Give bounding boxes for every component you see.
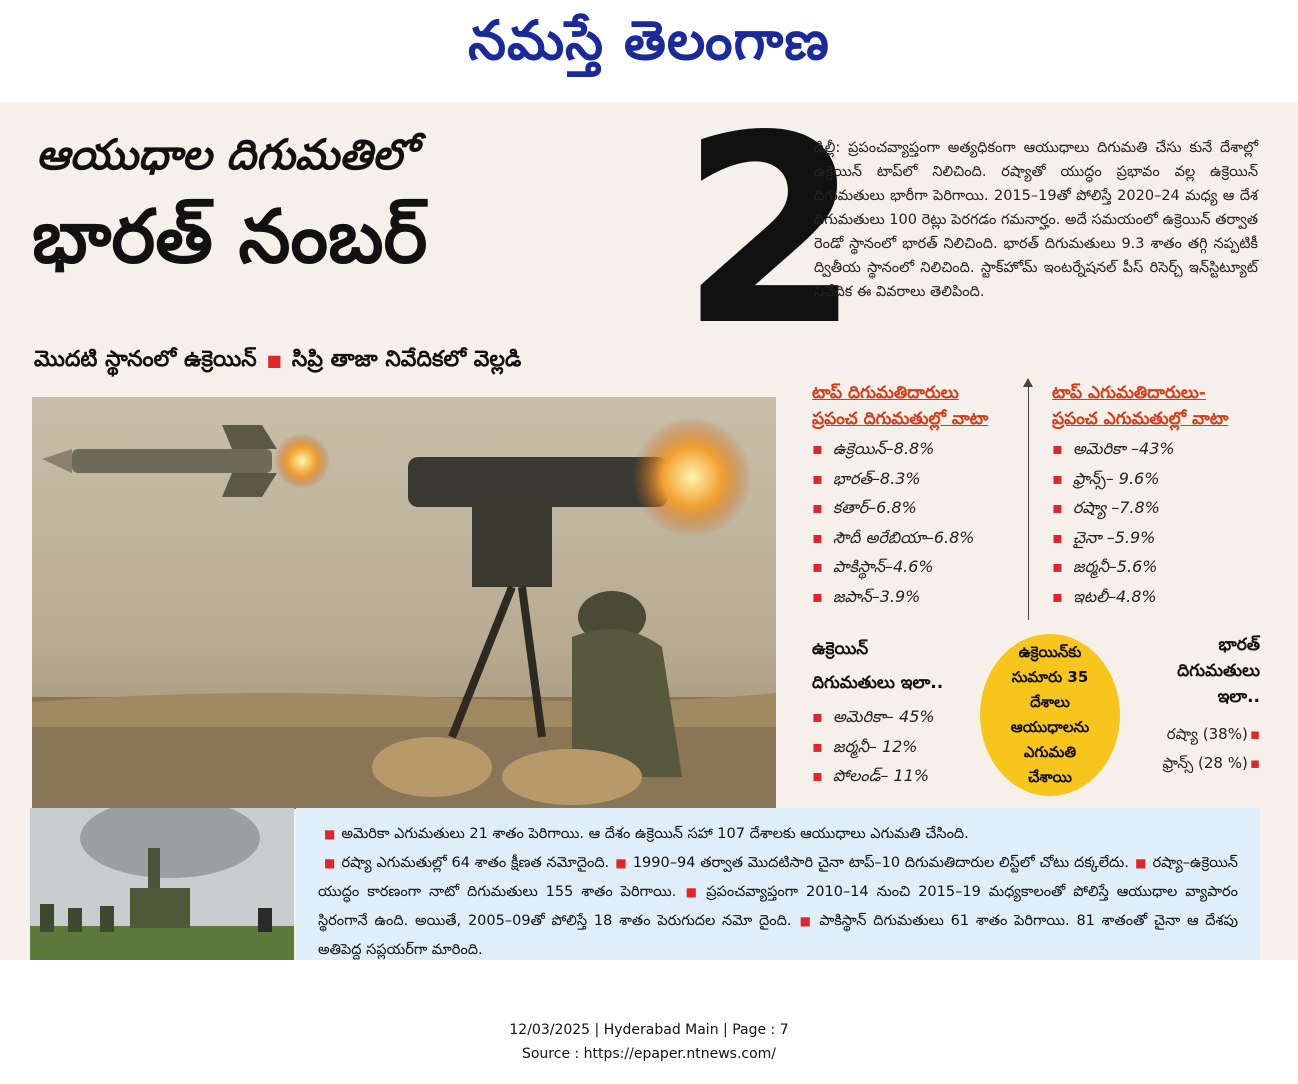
masthead [0,0,1298,100]
bottom-facts-band [296,808,1260,960]
bullet-icon: ■ [797,914,814,928]
ukraine-imports-list [812,702,935,791]
list-item: ▪ సౌదీ అరేబియా–6.8% [812,523,975,553]
list-item: ఫ్రాన్స్ (28 %) ▪ [1130,749,1260,778]
list-item: ▪ అమెరికా –43% [1052,434,1175,464]
list-item: ▪ అమెరికా– 45% [812,702,935,732]
bullet-icon: ■ [324,827,336,841]
list-item: ▪ కతార్–6.8% [812,493,975,523]
importers-list [812,434,975,611]
list-item: ▪ రష్యా –7.8% [1052,493,1175,523]
bullet-icon: ■ [324,856,336,870]
india-imports-list [1130,720,1260,778]
list-item: ▪ ఉక్రెయిన్–8.8% [812,434,975,464]
footer-source: Source : https://epaper.ntnews.com/ [521,1046,777,1062]
ukraine-suppliers-callout: ఉక్రెయిన్‌కు సుమారు 35 దేశాలు ఆయుధాలను ఎగుమతి చేశాయి [980,634,1120,796]
list-item: ▪ ఇటలీ–4.8% [1052,582,1175,612]
footer-date-edition: 12/03/2025 | Hyderabad Main | Page : 7 [509,1022,789,1038]
list-item: ▪ భారత్–8.3% [812,464,975,494]
india-imports-heading: భారత్ దిగుమతులు ఇలా.. [1177,635,1260,707]
list-item: ▪ పోలండ్– 11% [812,761,935,791]
list-item: ▪ జర్మనీ– 12% [812,732,935,762]
newspaper-logo: నమస్తే తెలంగాణ [468,8,830,72]
list-item: రష్యా (38%) ▪ [1130,720,1260,749]
subhead-right: సిప్రి తాజా నివేదికలో వెల్లడి [291,347,522,372]
bullet-icon: ■ [1134,856,1147,870]
missile-launch-photo [32,397,776,809]
arrow-divider [1028,380,1029,620]
subheadline [34,347,521,377]
headline-kicker: ఆయుధాల దిగుమతిలో [36,130,416,179]
exporters-heading: టాప్ ఎగుమతిదారులు- ప్రపంచ ఎగుమతుల్లో వాటా [1052,383,1229,429]
subhead-separator: ■ [266,351,282,370]
list-item: ▪ జర్మనీ–5.6% [1052,552,1175,582]
headline-main: భారత్ నంబర్ [32,194,428,280]
bottom-facts-text: ■ అమెరికా ఎగుమతులు 21 శాతం పెరిగాయి. ఆ దేశం ఉక్రెయిన్ సహా 107 దేశాలకు ఆయుధాలు ఎగుమతి చేసింది. ■ రష్యా ఎగుమతుల్లో 64 శాతం క్షీణత నమోదైంది. ■ 1990–94 తర్వాత మొదటిసారి చైనా టాప్–10 దిగుమతిదారుల లిస్ట్‌లో చోటు దక్కలేదు. ■ రష్యా–ఉక్రెయిన్ యుద్ధం కారణంగా నాటో దిగుమతులు 155 శాతం పెరిగాయి. ■ ప్రపంచవ్యాప్తంగా 2010–14 నుంచి 2015–19 మధ్యకాలంతో పోలిస్తే ఆయుధాల వ్యాపారం స్థిరంగానే ఉంది. అయితే, 2005–09తో పోలిస్తే 18 శాతం పెరుగుదల నమో దైంది. ■ పాకిస్థాన్ దిగుమతులు 61 శాతం పెరిగాయి. 81 శాతంతో చైనా ఆ దేశపు అతిపెద్ద సప్లయర్‌గా మారింది. [318,826,1239,958]
list-item: ▪ ఫ్రాన్స్– 9.6% [1052,464,1175,494]
article-clipping [0,81,1298,960]
artillery-photo [30,808,294,960]
bullet-icon: ■ [682,885,701,899]
bullet-icon: ■ [615,856,627,870]
list-item: ▪ జపాన్–3.9% [812,582,975,612]
subhead-left: మొదటి స్థానంలో ఉక్రెయిన్ [34,347,257,372]
list-item: ▪ చైనా –5.9% [1052,523,1175,553]
exporters-list [1052,434,1175,611]
importers-heading: టాప్ దిగుమతిదారులు ప్రపంచ దిగుమతుల్లో వాటా [812,383,989,429]
headline-number: 2 [680,81,861,383]
intro-paragraph: ఢిల్లీ: ప్రపంచవ్యాప్తంగా అత్యధికంగా ఆయుధాలు దిగుమతి చేసు కునే దేశాల్లో ఉక్రెయిన్ టాప్‌లో నిలిచింది. రష్యాతో యుద్ధం ప్రభావం వల్ల ఉక్రెయిన్ దిగుమతులు భారీగా పెరిగాయి. 2015–19తో పోలిస్తే 2020–24 మధ్య ఆ దేశ దిగుమతులు 100 రెట్లు పెరగడం గమనార్హం. అదే సమయంలో ఉక్రెయిన్ తర్వాత రెండో స్థానంలో భారత్ నిలిచింది. భారత్ దిగుమతులు 9.3 శాతం తగ్గి నప్పటికీ ద్వితీయ స్థానంలో నిలిచింది. స్టాక్‌హోమ్ ఇంటర్నేషనల్ పీస్ రిసెర్చ్ ఇన్‌స్టిట్యూట్ నివేదిక ఈ వివరాలు తెలిపింది. [814,140,1258,300]
list-item: ▪ పాకిస్థాన్–4.6% [812,552,975,582]
ukraine-imports-heading: ఉక్రెయిన్ దిగుమతులు ఇలా.. [812,639,944,693]
